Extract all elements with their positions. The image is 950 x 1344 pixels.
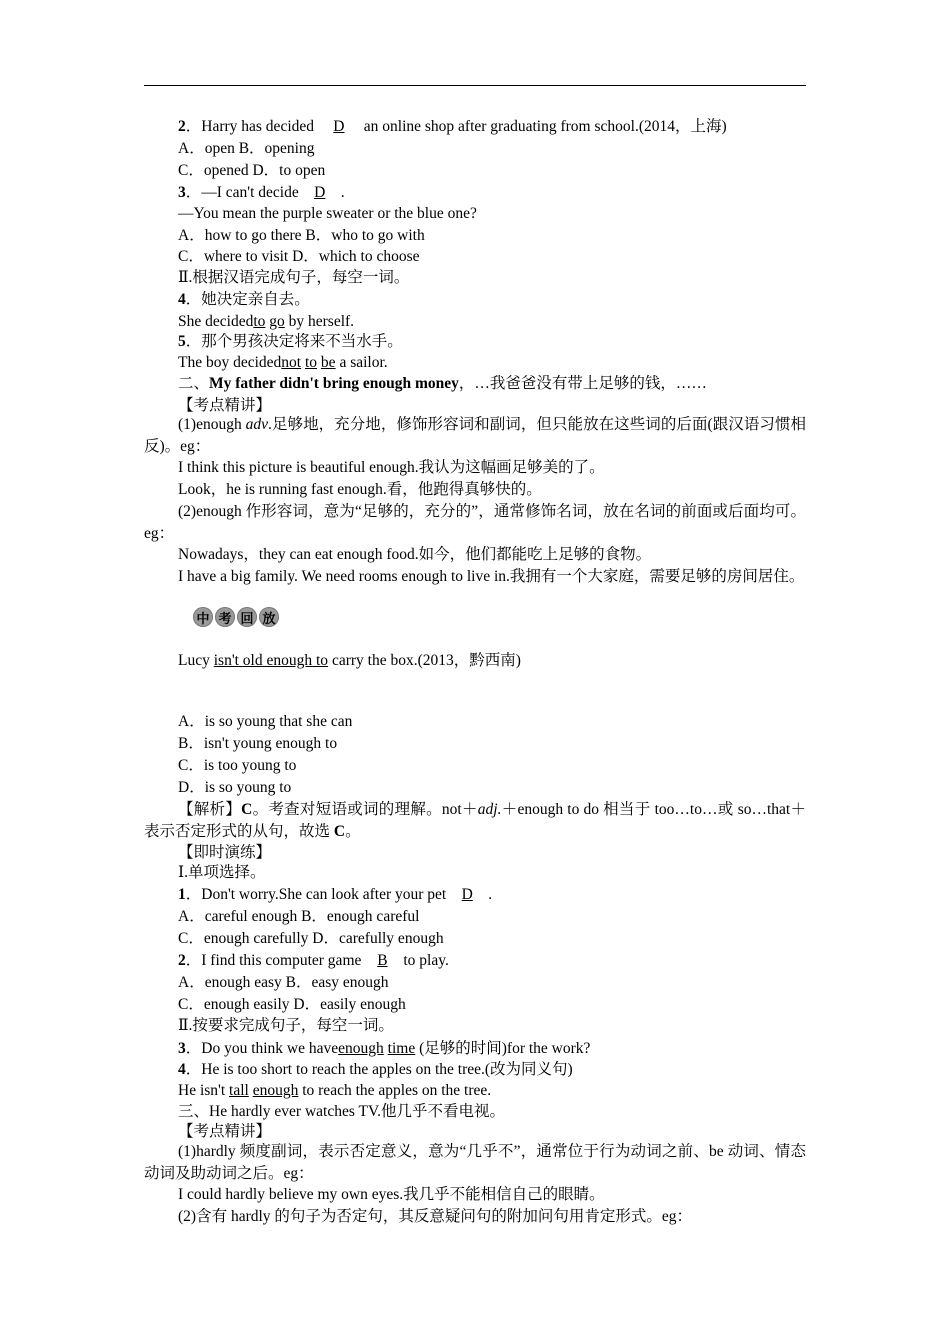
lucy-option-d: D．is so young to bbox=[178, 779, 292, 796]
q3-options-ab: A．how to go there B．who to go with bbox=[178, 227, 425, 244]
q3-options-cd: C．where to visit D．which to choose bbox=[178, 248, 420, 265]
p2-options-cd: C．enough easily D．easily enough bbox=[178, 996, 406, 1013]
answer-blank: D bbox=[461, 886, 473, 903]
hardly-point-1: (1)hardly 频度副词，表示否定意义，意为“几乎不”，通常位于行为动词之前、be 动词、情态动词及助动词之后。eg： bbox=[144, 1143, 806, 1182]
badge-char: 放 bbox=[259, 607, 279, 627]
q5-answer: The boy decidednot to be a sailor. bbox=[178, 354, 388, 371]
badge-char: 中 bbox=[193, 607, 213, 627]
part-1-heading: Ⅰ.单项选择。 bbox=[178, 864, 266, 881]
q4-answer: She decidedto go by herself. bbox=[178, 313, 355, 330]
question-5: 5．那个男孩决定将来不当水手。 bbox=[178, 333, 403, 350]
part-2b-heading: Ⅱ.按要求完成句子，每空一词。 bbox=[178, 1017, 394, 1034]
badge-char: 回 bbox=[237, 607, 257, 627]
example-3: Nowadays，they can eat enough food.如今，他们都能吃上足够的食物。 bbox=[178, 546, 652, 563]
kaodian-label: 【考点精讲】 bbox=[178, 397, 272, 414]
p1-options-cd: C．enough carefully D．carefully enough bbox=[178, 930, 444, 947]
jiexi-analysis: 【解析】C。考查对短语或词的理解。not＋adj.＋enough to do 相当于 too…to…或 so…that＋表示否定形式的从句，故选 C。 bbox=[144, 801, 806, 840]
q2-options-ab: A．open B．opening bbox=[178, 140, 315, 157]
practice-3: 3．Do you think we haveenough time (足够的时间)for the work? bbox=[178, 1040, 591, 1057]
p1-options-ab: A．careful enough B．enough careful bbox=[178, 908, 420, 925]
question-4: 4．她决定亲自去。 bbox=[178, 291, 310, 308]
answer-blank: D bbox=[333, 118, 345, 135]
example-2: Look，he is running fast enough.看，他跑得真够快的。 bbox=[178, 481, 542, 498]
enough-point-2: (2)enough 作形容词，意为“足够的，充分的”，通常修饰名词，放在名词的前面或后面均可。eg： bbox=[144, 503, 806, 542]
header-rule bbox=[144, 85, 806, 86]
practice-4: 4．He is too short to reach the apples on the tree.(改为同义句) bbox=[178, 1061, 573, 1078]
practice-2: 2．I find this computer game B to play. bbox=[178, 952, 449, 969]
jishi-label: 【即时演练】 bbox=[178, 844, 272, 861]
practice-1: 1．Don't worry.She can look after your pet D . bbox=[178, 886, 493, 903]
part-2-heading: Ⅱ.根据汉语完成句子，每空一词。 bbox=[178, 269, 410, 286]
kaodian-label-2: 【考点精讲】 bbox=[178, 1123, 272, 1140]
p2-options-ab: A．enough easy B．easy enough bbox=[178, 974, 389, 991]
example-1: I think this picture is beautiful enough.我认为这幅画足够美的了。 bbox=[178, 459, 605, 476]
section-2-heading: 二、My father didn't bring enough money，…我爸爸没有带上足够的钱，…… bbox=[178, 375, 707, 392]
section-3-heading: 三、He hardly ever watches TV.他几乎不看电视。 bbox=[178, 1103, 506, 1120]
question-2: 2．Harry has decided D an online shop after graduating from school.(2014，上海) bbox=[178, 118, 727, 135]
lucy-option-c: C．is too young to bbox=[178, 757, 297, 774]
answer-blank: B bbox=[377, 952, 388, 969]
lucy-option-a: A．is so young that she can bbox=[178, 713, 353, 730]
example-4: I have a big family. We need rooms enough to live in.我拥有一个大家庭，需要足够的房间居住。 bbox=[178, 568, 805, 585]
p4-answer: He isn't tall enough to reach the apples on the tree. bbox=[178, 1082, 492, 1099]
badge-char: 考 bbox=[215, 607, 235, 627]
q3-dialogue: —You mean the purple sweater or the blue one? bbox=[178, 205, 477, 222]
zhongkao-huifang-badge bbox=[193, 607, 279, 627]
answer-blank: D bbox=[314, 184, 326, 201]
lucy-option-b: B．isn't young enough to bbox=[178, 735, 338, 752]
hardly-point-2: (2)含有 hardly 的句子为否定句，其反意疑问句的附加问句用肯定形式。eg： bbox=[178, 1208, 693, 1225]
enough-point-1: (1)enough adv.足够地，充分地，修饰形容词和副词，但只能放在这些词的后面(跟汉语习惯相反)。eg： bbox=[144, 416, 806, 455]
question-3: 3．—I can't decide D . bbox=[178, 184, 345, 201]
example-5: I could hardly believe my own eyes.我几乎不能相信自己的眼睛。 bbox=[178, 1186, 605, 1203]
lucy-question: Lucy isn't old enough to carry the box.(2013，黔西南) bbox=[178, 652, 521, 669]
q2-options-cd: C．opened D．to open bbox=[178, 162, 326, 179]
